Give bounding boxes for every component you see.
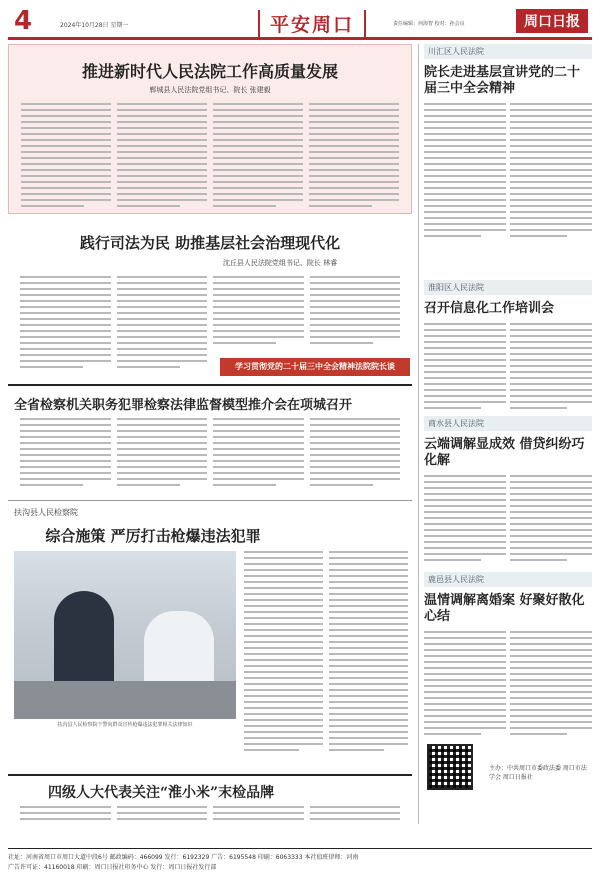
sidebar-tag: 川汇区人民法院 xyxy=(424,44,592,59)
study-series-banner: 学习贯彻党的二十届三中全会精神法院院长谈 xyxy=(220,358,410,376)
sidebar-title: 温情调解离婚案 好聚好散化心结 xyxy=(424,593,585,624)
sidebar-body xyxy=(424,631,592,739)
sidebar-title: 召开信息化工作培训会 xyxy=(424,301,555,316)
sidebar-article xyxy=(424,44,592,241)
news-photo xyxy=(14,551,236,719)
article-byline: 郸城县人民法院党组书记、院长 张建毅 xyxy=(149,86,271,94)
photo-caption: 扶沟县人民检察院干警向群众宣传枪爆违法犯罪相关法律知识 xyxy=(57,722,193,728)
sidebar-article xyxy=(424,416,592,565)
article-kicker: 扶沟县人民检察院 xyxy=(14,508,78,517)
sidebar-article xyxy=(424,572,592,739)
article-npc-deputies xyxy=(8,774,412,824)
article-judicial-service xyxy=(8,220,412,380)
newspaper-logo: 周口日报 xyxy=(516,9,588,33)
issue-date: 2024年10月28日 星期一 xyxy=(60,22,129,29)
article-title: 综合施策 严厉打击枪爆违法犯罪 xyxy=(45,527,261,545)
sidebar-title: 院长走进基层宣讲党的二十届三中全会精神 xyxy=(424,65,581,96)
footer-line-1: 社址：河南省周口市周口大道中段6号 邮政编码：466099 发行：6192329 广告：6195548 印刷：6063333 本社值班律师：河南 xyxy=(8,854,359,861)
article-title: 全省检察机关职务犯罪检察法律监督模型推介会在项城召开 xyxy=(14,398,353,413)
sidebar-column xyxy=(418,44,592,824)
article-title: 四级人大代表关注“淮小米”末检品牌 xyxy=(48,785,275,801)
article-body xyxy=(20,418,400,490)
article-byline: 沈丘县人民法院党组书记、院长 林睿 xyxy=(222,259,338,267)
sidebar-article xyxy=(424,280,592,413)
footer-line-2: 广告许可证：41160018 印刷：周口日报社印务中心 发行：周口日报社发行部 xyxy=(8,864,217,871)
masthead xyxy=(8,6,592,40)
main-column xyxy=(8,44,412,824)
sidebar-tag: 商水县人民法院 xyxy=(424,416,592,431)
article-body xyxy=(21,103,399,211)
sidebar-footer: 主办：中共周口市委政法委 周口市法学会 周口日报社 xyxy=(489,765,587,781)
qr-code-icon xyxy=(427,744,473,790)
sidebar-body xyxy=(424,103,592,241)
article-gun-explosive-crime xyxy=(8,500,412,770)
page-footer xyxy=(8,848,592,878)
sidebar-body xyxy=(424,323,592,413)
article-court-development xyxy=(8,44,412,214)
page-number: 4 xyxy=(14,6,33,36)
sidebar-tag: 鹿邑县人民法院 xyxy=(424,572,592,587)
article-title: 践行司法为民 助推基层社会治理现代化 xyxy=(79,234,341,252)
sidebar-title: 云端调解显成效 借贷纠纷巧化解 xyxy=(424,437,585,468)
editor-line: 责任编辑：何海智 校对：孙会良 xyxy=(393,21,465,27)
sidebar-tag: 淮阳区人民法院 xyxy=(424,280,592,295)
article-body xyxy=(244,551,408,755)
article-title: 推进新时代人民法院工作高质量发展 xyxy=(81,62,338,81)
article-procuratorate-conference xyxy=(8,384,412,496)
sidebar-body xyxy=(424,475,592,565)
article-body xyxy=(20,806,400,824)
section-title: 平安周口 xyxy=(258,10,366,37)
